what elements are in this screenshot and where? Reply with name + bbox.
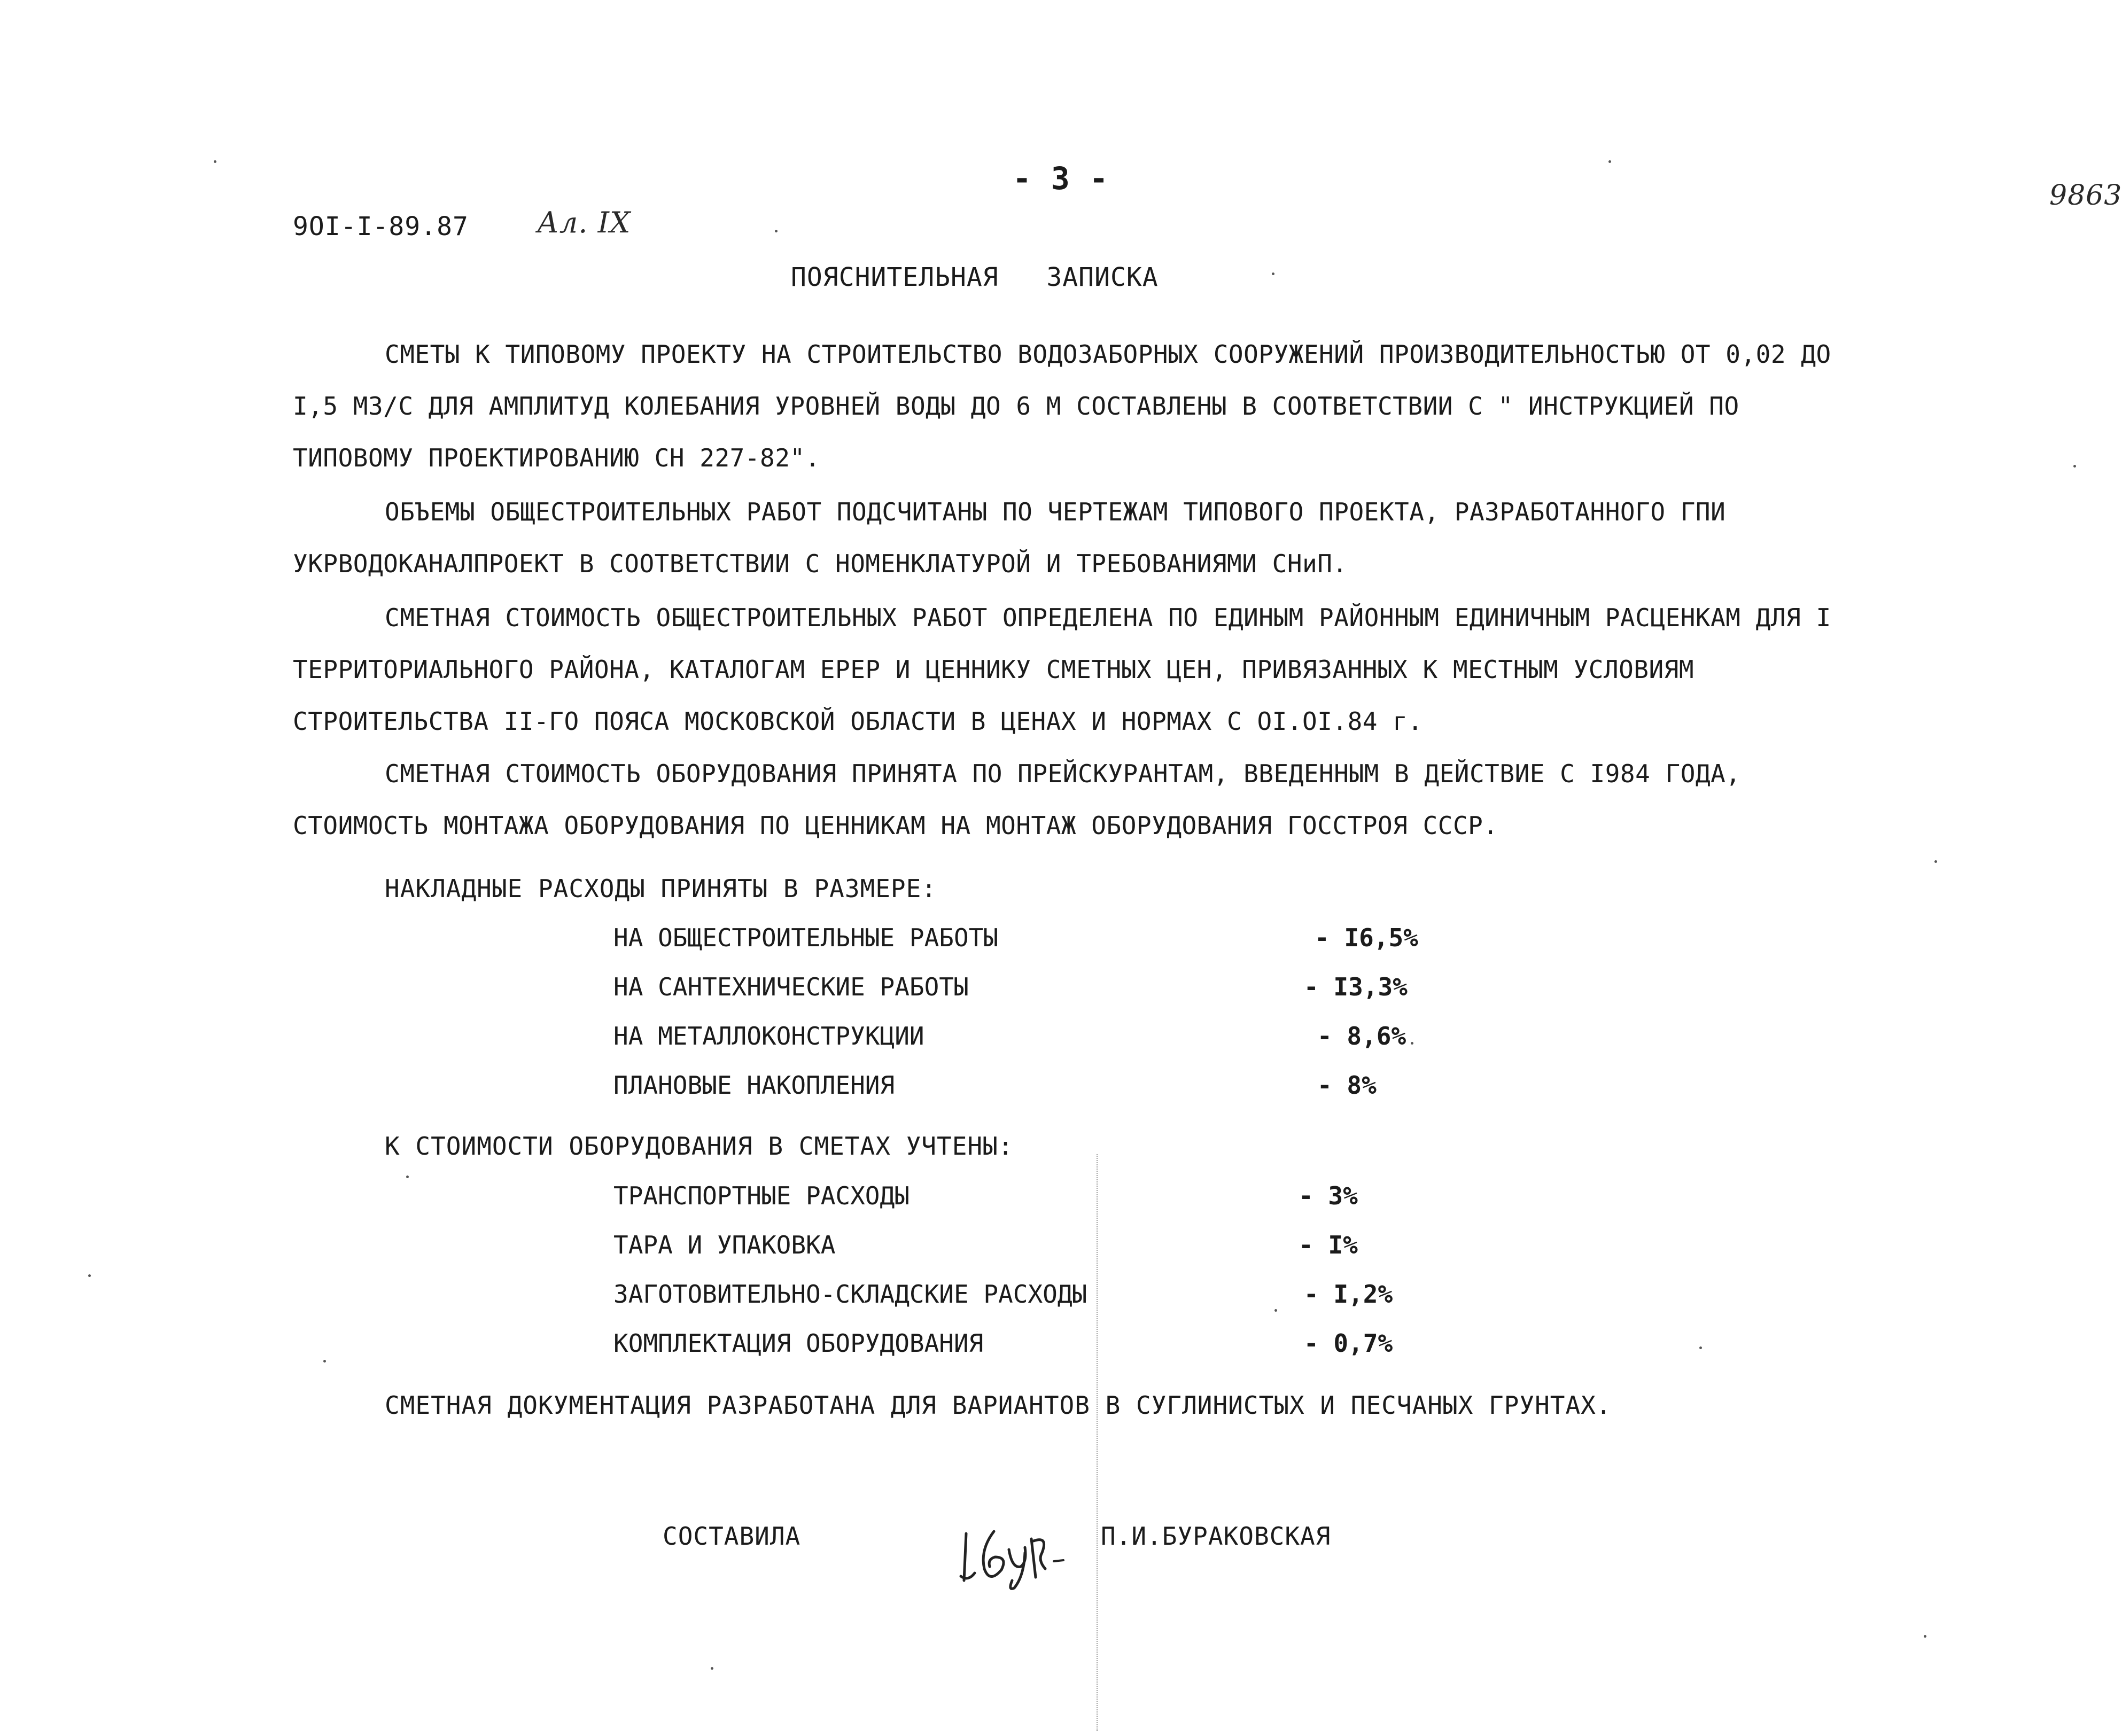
paragraph-2-text: ОБЪЕМЫ ОБЩЕСТРОИТЕЛЬНЫХ РАБОТ ПОДСЧИТАНЫ ПО ЧЕРТЕЖАМ ТИПОВОГО ПРОЕКТА, РАЗРАБОТАННОГО ГПИ УКРВОДОКАНАЛПРОЕКТ В СООТВЕТСТВИИ С НОМЕНКЛАТУРОЙ И ТРЕБОВАНИЯМИ СНиП. [293, 497, 1726, 578]
document-code: 9OI-I-89.87 [293, 212, 469, 242]
scan-speck [214, 160, 216, 163]
overhead-heading: НАКЛАДНЫЕ РАСХОДЫ ПРИНЯТЫ В РАЗМЕРЕ: [385, 874, 937, 903]
overhead-item-value: - I6,5% [1315, 923, 1418, 952]
paragraph-4 [293, 748, 1875, 852]
overhead-item-label: НА ОБЩЕСТРОИТЕЛЬНЫЕ РАБОТЫ [613, 923, 999, 952]
scan-speck [88, 1274, 91, 1277]
paragraph-1-text: СМЕТЫ К ТИПОВОМУ ПРОЕКТУ НА СТРОИТЕЛЬСТВО ВОДОЗАБОРНЫХ СООРУЖЕНИЙ ПРОИЗВОДИТЕЛЬНОСТЬЮ ОТ 0,02 ДО I,5 МЗ/С ДЛЯ АМПЛИТУД КОЛЕБАНИЯ УРОВНЕЙ ВОДЫ ДО 6 М СОСТАВЛЕНЫ В СООТВЕТСТВИИ С " ИНСТРУКЦИЕЙ ПО ТИПОВОМУ ПРОЕКТИРОВАНИЮ СН 227-82". [293, 340, 1831, 472]
scan-speck [1272, 273, 1274, 275]
document-title: ПОЯСНИТЕЛЬНАЯ ЗАПИСКА [791, 262, 1159, 292]
scan-speck [406, 1176, 409, 1178]
final-note: СМЕТНАЯ ДОКУМЕНТАЦИЯ РАЗРАБОТАНА ДЛЯ ВАРИАНТОВ В СУГЛИНИСТЫХ И ПЕСЧАНЫХ ГРУНТАХ. [385, 1391, 1612, 1420]
signatory-name: П.И.БУРАКОВСКАЯ [1101, 1522, 1331, 1551]
equipment-item-label: КОМПЛЕКТАЦИЯ ОБОРУДОВАНИЯ [613, 1329, 984, 1358]
equipment-item-label: ТАРА И УПАКОВКА [613, 1231, 836, 1259]
scan-speck [1274, 1309, 1277, 1312]
equipment-item-label: ЗАГОТОВИТЕЛЬНО-СКЛАДСКИЕ РАСХОДЫ [613, 1280, 1087, 1309]
equipment-heading: К СТОИМОСТИ ОБОРУДОВАНИЯ В СМЕТАХ УЧТЕНЫ: [385, 1132, 1014, 1161]
equipment-item-value: - I% [1299, 1231, 1358, 1259]
equipment-item-value: - 3% [1299, 1181, 1358, 1210]
overhead-item-label: ПЛАНОВЫЕ НАКОПЛЕНИЯ [613, 1071, 895, 1100]
scan-speck [775, 230, 778, 232]
scan-speck [1924, 1635, 1926, 1638]
equipment-item-label: ТРАНСПОРТНЫЕ РАСХОДЫ [613, 1181, 910, 1210]
paragraph-1 [293, 329, 1875, 484]
scan-speck [1608, 160, 1611, 163]
paragraph-4-text: СМЕТНАЯ СТОИМОСТЬ ОБОРУДОВАНИЯ ПРИНЯТА ПО ПРЕЙСКУРАНТАМ, ВВЕДЕННЫМ В ДЕЙСТВИЕ С I984 ГОДА, СТОИМОСТЬ МОНТАЖА ОБОРУДОВАНИЯ ПО ЦЕННИКАМ НА МОНТАЖ ОБОРУДОВАНИЯ ГОССТРОЯ СССР. [293, 759, 1741, 840]
paragraph-3-text: СМЕТНАЯ СТОИМОСТЬ ОБЩЕСТРОИТЕЛЬНЫХ РАБОТ ОПРЕДЕЛЕНА ПО ЕДИНЫМ РАЙОННЫМ ЕДИНИЧНЫМ РАСЦЕНКАМ ДЛЯ I ТЕРРИТОРИАЛЬНОГО РАЙОНА, КАТАЛОГАМ ЕРЕР И ЦЕННИКУ СМЕТНЫХ ЦЕН, ПРИВЯЗАННЫХ К МЕСТНЫМ УСЛОВИЯМ СТРОИТЕЛЬСТВА II-ГО ПОЯСА МОСКОВСКОЙ ОБЛАСТИ В ЦЕНАХ И НОРМАХ С OI.OI.84 г. [293, 603, 1831, 736]
overhead-item-label: НА МЕТАЛЛОКОНСТРУКЦИИ [613, 1022, 924, 1050]
scan-speck [2073, 465, 2076, 468]
overhead-item-value: - 8,6% [1317, 1022, 1406, 1050]
handwritten-signature [957, 1517, 1069, 1592]
scan-speck [1699, 1346, 1702, 1349]
equipment-item-value: - 0,7% [1304, 1329, 1393, 1358]
overhead-item-label: НА САНТЕХНИЧЕСКИЕ РАБОТЫ [613, 972, 969, 1001]
scan-speck [323, 1360, 326, 1363]
scan-speck [711, 1667, 713, 1670]
overhead-item-value: - I3,3% [1304, 972, 1408, 1001]
scan-speck [1934, 860, 1937, 863]
fold-line [1097, 1154, 1098, 1731]
page-number: - 3 - [1013, 160, 1109, 197]
signature-label: СОСТАВИЛА [663, 1522, 801, 1551]
album-number: Ал. IX [537, 206, 631, 239]
equipment-item-value: - I,2% [1304, 1280, 1393, 1309]
scan-speck [1411, 1042, 1413, 1045]
corner-number: 9863 [2049, 180, 2122, 212]
overhead-item-value: - 8% [1317, 1071, 1377, 1100]
paragraph-3 [293, 592, 1875, 748]
paragraph-2 [293, 486, 1875, 590]
